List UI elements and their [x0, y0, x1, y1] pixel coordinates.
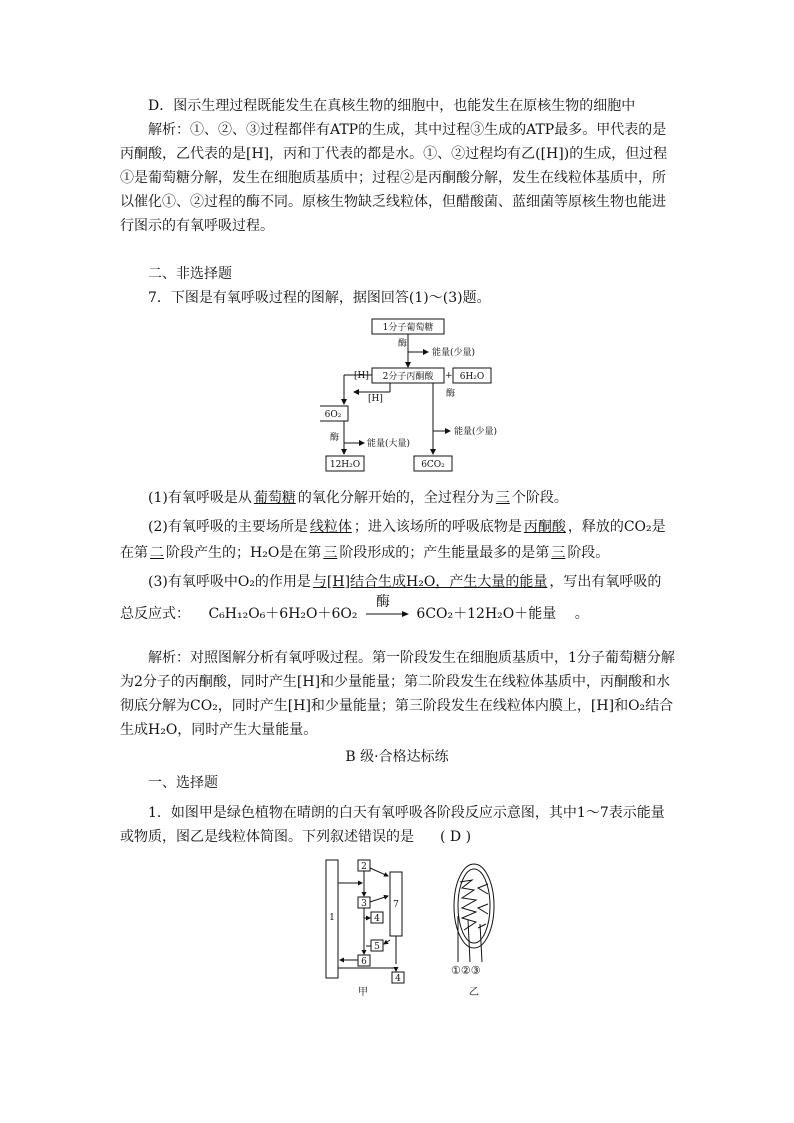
inner-membrane — [458, 869, 490, 943]
figure-yi-parts: ①②③ — [451, 964, 481, 977]
outer-membrane — [454, 864, 494, 948]
answer-3: (3)有氧呼吸中O₂的作用是 与[H]结合生成H₂O，产生大量的能量 ，写出有氧呼吸的 — [148, 574, 662, 590]
figure-jia-label: 甲 — [358, 987, 368, 998]
blank-stage-count: 三 — [495, 490, 510, 506]
energy-small-label-1: 能量(少量) — [432, 348, 476, 358]
level-b-heading: B 级·合格达标练 — [345, 749, 449, 765]
overall-equation: 总反应式： C₆H₁₂O₆＋6H₂O＋6O₂ 酶 6CO₂＋12H₂O＋能量 。 — [120, 602, 589, 626]
plus-sign: + — [445, 371, 453, 381]
blank-energy-stage: 三 — [551, 545, 566, 561]
figure-jia — [320, 856, 420, 998]
label-4b: 4 — [395, 974, 401, 984]
water12-label: 12H₂O — [329, 460, 361, 470]
label-2: 2 — [361, 862, 367, 872]
option-d: D．图示生理过程既能发生在真核生物的细胞中，也能发生在原核生物的细胞中 — [148, 98, 636, 114]
blank-o2-role: 与[H]结合生成H₂O，产生大量的能量 — [312, 574, 548, 590]
answer-2: (2)有氧呼吸的主要场所是 线粒体 ；进入该场所的呼吸底物是 丙酮酸 ，释放的CO₂是在第 二 阶段产生的；H₂O是在第 三 阶段形成的；产生能量最多的是第 三 阶段。 — [120, 519, 666, 561]
analysis-q6: 解析：①、②、③过程都伴有ATP的生成，其中过程③生成的ATP最多。甲代表的是丙酮酸，乙代表的是[H]，丙和丁代表的都是水。①、②过程均有乙([H])的生成，但过程①是葡萄糖分解，发生在细胞质基质中；过程②是丙酮酸分解，发生在线粒体基质中，所以催化①、②过程的酶不同。原核生物缺乏线粒体，但醋酸菌、蓝细菌等原核生物也能进行图示的有氧呼吸过程。 — [120, 122, 668, 234]
h-label-2: [H] — [368, 394, 383, 404]
h-label-1: [H] — [354, 371, 369, 381]
energy-large-label: 能量(大量) — [367, 439, 411, 449]
pyruvate-label: 2分子丙酮酸 — [382, 372, 434, 382]
label-4a: 4 — [374, 914, 380, 924]
question-1-stem: 1．如图甲是绿色植物在晴朗的白天有氧呼吸各阶段反应示意图，其中1～7表示能量或物质，图乙是线粒体简图。下列叙述错误的是 ( D ) — [120, 805, 665, 845]
blank-pyruvate: 丙酮酸 — [523, 519, 566, 535]
respiration-diagram — [320, 312, 520, 477]
figure-yi — [446, 858, 502, 998]
enzyme-label-3: 酶 — [330, 433, 340, 443]
enzyme-label-2: 酶 — [446, 389, 456, 399]
section-heading-choice: 一、选择题 — [148, 775, 218, 791]
question-7-stem: 7．下图是有氧呼吸过程的图解，据图回答(1)～(3)题。 — [148, 290, 491, 306]
blank-mitochondria: 线粒体 — [309, 519, 352, 535]
figure-yi-label: 乙 — [469, 987, 479, 998]
blank-h2o-stage: 三 — [323, 545, 338, 561]
label-7: 7 — [393, 900, 399, 910]
co2-label: 6CO₂ — [421, 460, 445, 470]
question-1-answer: ( D ) — [440, 829, 472, 845]
blank-co2-stage: 二 — [150, 545, 164, 561]
analysis-q7: 解析：对照图解分析有氧呼吸过程。第一阶段发生在细胞质基质中，1分子葡萄糖分解为2分子的丙酮酸，同时产生[H]和少量能量；第二阶段发生在线粒体基质中，丙酮酸和水彻底分解为CO₂，同时产生[H]和少量能量；第三阶段发生在线粒体内膜上，[H]和O₂结合生成H₂O，同时产生大量能量。 — [120, 650, 675, 738]
section-heading-nonchoice: 二、非选择题 — [148, 266, 232, 282]
cristae — [460, 880, 488, 930]
enzyme-label-1: 酶 — [398, 339, 408, 349]
label-3: 3 — [361, 899, 367, 909]
label-1: 1 — [329, 913, 335, 923]
glucose-label: 1分子葡萄糖 — [382, 323, 434, 333]
label-6: 6 — [361, 957, 367, 967]
label-5: 5 — [374, 942, 380, 952]
o2-label: 6O₂ — [324, 410, 342, 420]
equation-arrow — [364, 606, 410, 622]
water6-label: 6H₂O — [459, 372, 485, 382]
blank-glucose: 葡萄糖 — [253, 490, 296, 506]
answer-1: (1)有氧呼吸是从 葡萄糖 的氧化分解开始的，全过程分为 三 个阶段。 — [148, 490, 568, 506]
energy-small-label-2: 能量(少量) — [454, 427, 498, 437]
equation-enzyme: 酶 — [375, 594, 390, 610]
